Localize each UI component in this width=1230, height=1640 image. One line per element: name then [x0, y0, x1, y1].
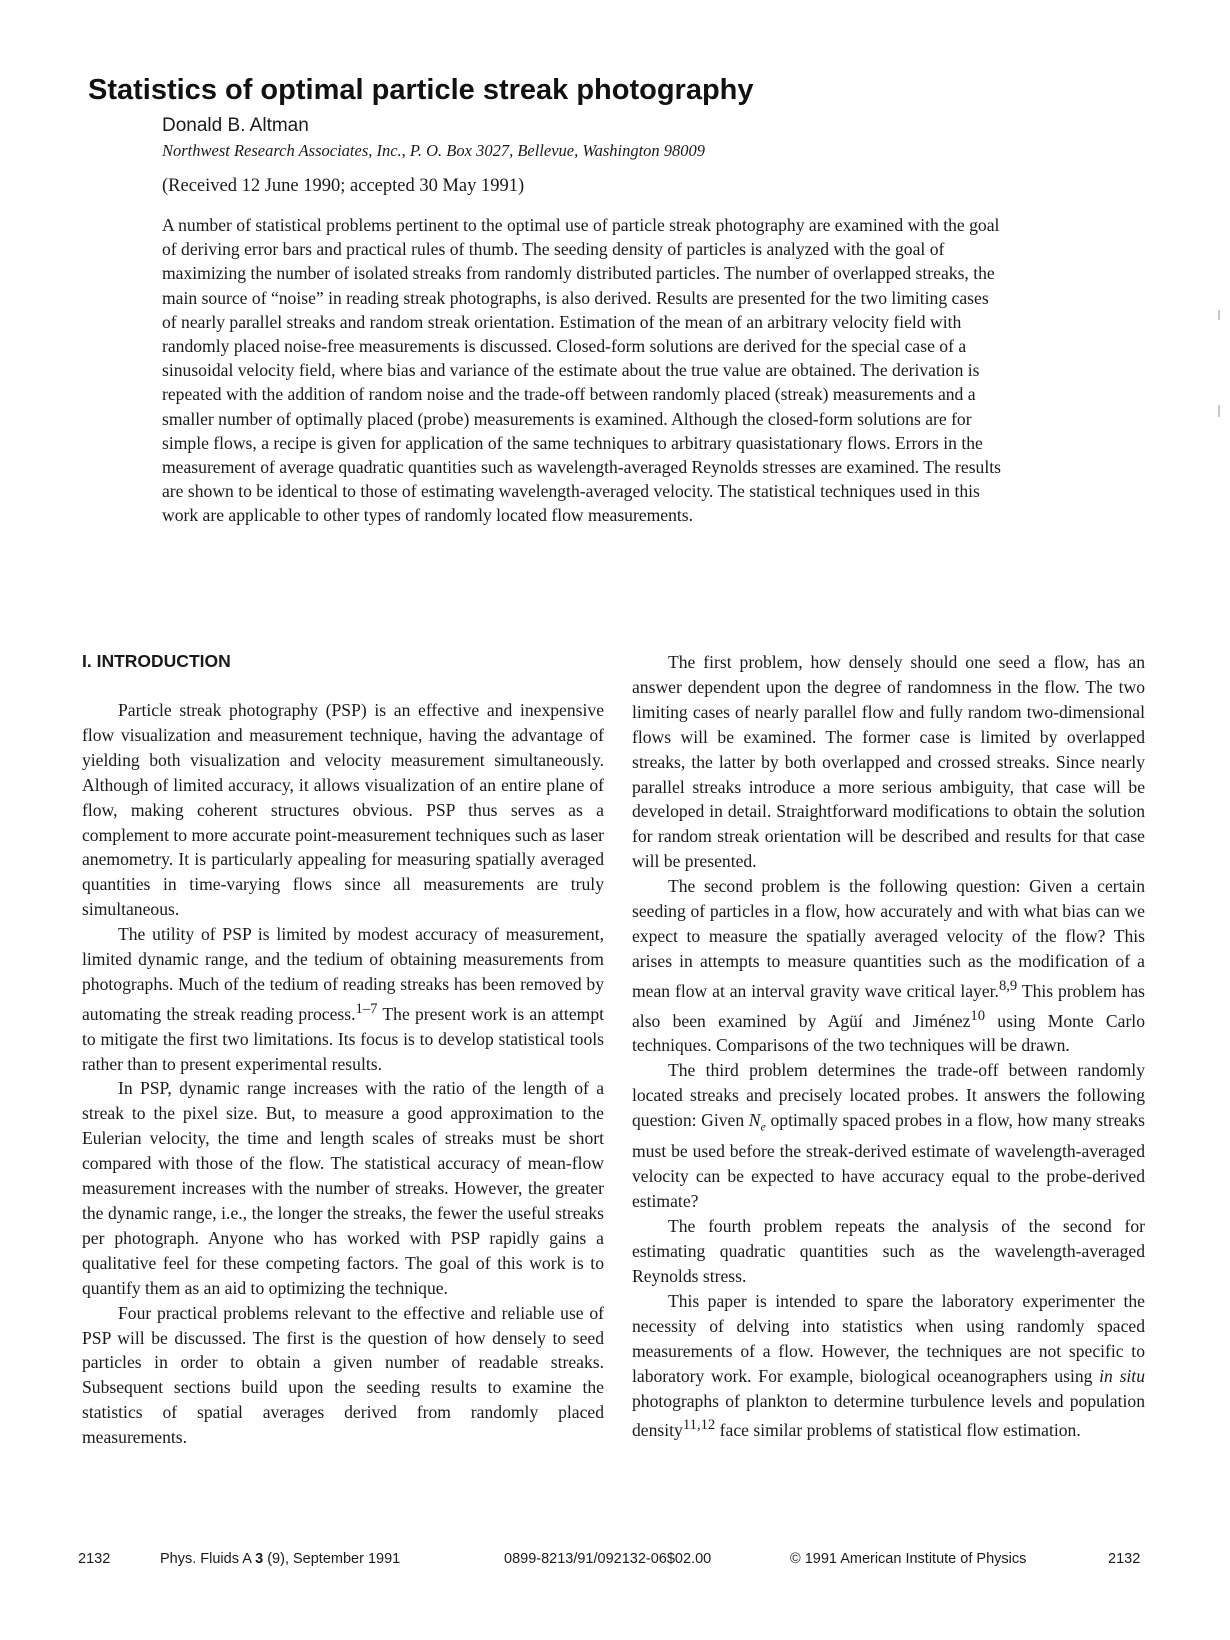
intro-paragraph-1: Particle streak photography (PSP) is an effective and inexpensive flow visualization and measurement technique, having the advantage of yielding both visualization and velocity measurement simultaneously. Although of limited accuracy, it allows visualization of an entire plane of flow, making coherent structures obvious. PSP thus serves as a complement to more accurate point-measurement techniques such as laser anemometry. It is particularly appealing for measuring spatially averaged quantities in time-varying flows since all measurements are truly simultaneous. [82, 700, 604, 920]
reference-superscript: 11,12 [682, 1417, 716, 1434]
intro-paragraph-4: Four practical problems relevant to the effective and reliable use of PSP will be discussed. The first is the question of how densely to seed particles in order to obtain a given number of readable streaks. Subsequent sections build upon the seeding results to examine the statistics of spatial averages derived from randomly placed measurements. [82, 1302, 604, 1448]
paragraph-text: The third problem determines the trade-off between randomly located streaks and precisely located probes. It answers the following question: Given [632, 1060, 1145, 1131]
reference-superscript: 1–7 [355, 1000, 378, 1017]
abstract: A number of statistical problems pertinent to the optimal use of particle streak photography are examined with the goal of deriving error bars and practical rules of thumb. The seeding density of particles is analyzed with the goal of maximizing the number of isolated streaks from randomly distributed particles. The number of overlapped streaks, the main source of “noise” in reading streak photographs, is also derived. Results are presented for the two limiting cases of nearly parallel streaks and random streak orientation. Estimation of the mean of an arbitrary velocity field with randomly placed noise-free measurements is discussed. Closed-form solutions are derived for the special case of a sinusoidal velocity field, where bias and variance of the estimate about the true value are obtained. The derivation is repeated with the addition of random noise and the trade-off between randomly placed (streak) measurements and a smaller number of optimally placed (probe) measurements is examined. Although the closed-form solutions are for simple flows, a recipe is given for application of the same techniques to arbitrary quasistationary flows. Errors in the measurement of average quadratic quantities such as wavelength-averaged Reynolds stresses are examined. The results are shown to be identical to those of estimating wavelength-averaged velocity. The statistical techniques used in this work are applicable to other types of randomly located flow measurements. [162, 215, 1001, 526]
paragraph-text: using Monte Carlo techniques. Comparisons of the two techniques will be drawn. [632, 1010, 1145, 1056]
problem-paragraph-4: The fourth problem repeats the analysis of the second for estimating quadratic quantities such as the wavelength-averaged Reynolds stress. [632, 1216, 1145, 1286]
author-affiliation: Northwest Research Associates, Inc., P. O. Box 3027, Bellevue, Washington 98009 [162, 141, 706, 160]
received-dates: (Received 12 June 1990; accepted 30 May 1991) [162, 176, 525, 196]
footer-journal-citation [160, 1551, 400, 1573]
math-subscript: e [760, 1119, 766, 1134]
paragraph-text: The present work is an attempt to mitigate the first two limitations. Its focus is to develop statistical tools rather than to present experimental results. [82, 1003, 605, 1074]
paragraph-text: optimally spaced probes in a flow, how many streaks must be used before the streak-derived estimate of wavelength-averaged velocity can be expected to have accuracy equal to the probe-derived estimate? [632, 1110, 1145, 1212]
paragraph-text: face similar problems of statistical flow estimation. [715, 1420, 1081, 1441]
paper-title: Statistics of optimal particle streak photography [88, 74, 754, 106]
footer-copyright: © 1991 American Institute of Physics [790, 1551, 1027, 1567]
intro-paragraph-3: In PSP, dynamic range increases with the ratio of the length of a streak to the pixel size. But, to measure a good approximation to the Eulerian velocity, the time and length scales of streaks must be short compared with those of the flow. The statistical accuracy of mean-flow measurement increases with the number of streaks. However, the greater the dynamic range, i.e., the longer the streaks, the fewer the useful streaks per photograph. Anyone who has worked with PSP rapidly gains a qualitative feel for these competing factors. The goal of this work is to quantify them as an aid to optimizing the technique. [82, 1078, 604, 1298]
left-column [82, 698, 604, 1450]
intro-paragraph-2 [82, 922, 604, 1076]
paragraph-text: This paper is intended to spare the laboratory experimenter the necessity of delving into statistics when using randomly spaced measurements of a flow. However, the techniques are not specific to laboratory work. For example, biological oceanographers using [632, 1290, 1145, 1386]
paragraph-text: photographs of plankton to determine turbulence levels and population density [632, 1390, 1145, 1441]
paragraph-text: This problem has also been examined by Agüí and Jiménez [632, 980, 1145, 1031]
problem-paragraph-1: The first problem, how densely should one seed a flow, has an answer dependent upon the degree of randomness in the flow. The two limiting cases of nearly parallel flow and fully random two-dimensional flows will be examined. The former case is limited by overlapped streaks, the latter by both overlapped and crossed streaks. Since nearly parallel streaks introduce a more serious ambiguity, that case will be developed in detail. Straightforward modifications to obtain the solution for random streak orientation will be described and results for that case will be presented. [632, 652, 1145, 872]
footer-page-number-right: 2132 [1108, 1551, 1141, 1567]
right-column [632, 650, 1145, 1443]
author-name: Donald B. Altman [162, 115, 309, 136]
journal-issue: (9), September 1991 [263, 1551, 401, 1567]
scan-margin-mark [1218, 405, 1220, 417]
reference-superscript: 8,9 [998, 977, 1018, 994]
problem-paragraph-2 [632, 874, 1145, 1058]
scan-margin-mark [1218, 310, 1220, 320]
section-heading-introduction: I. INTRODUCTION [82, 651, 231, 671]
journal-volume: 3 [255, 1551, 264, 1567]
journal-name: Phys. Fluids A [160, 1551, 256, 1567]
paragraph-text: The utility of PSP is limited by modest accuracy of measurement, limited dynamic range, and the tedium of obtaining measurements from photographs. Much of the tedium of reading streaks has been removed by automating the streak reading process. [82, 924, 604, 1024]
footer-issn-code: 0899-8213/91/092132-06$02.00 [504, 1551, 712, 1567]
problem-paragraph-3 [632, 1058, 1145, 1214]
paragraph-text: The second problem is the following question: Given a certain seeding of particles in a flow, how accurately and with what bias can we expect to measure the spatially averaged velocity of the flow? This arises in attempts to measure quantities such as the modification of a mean flow at an interval gravity wave critical layer. [632, 876, 1145, 1001]
math-symbol: N [748, 1110, 761, 1131]
problem-paragraph-5 [632, 1289, 1145, 1443]
italic-term: in situ [1099, 1365, 1145, 1386]
reference-superscript: 10 [970, 1007, 986, 1024]
footer-page-number-left: 2132 [78, 1551, 111, 1567]
